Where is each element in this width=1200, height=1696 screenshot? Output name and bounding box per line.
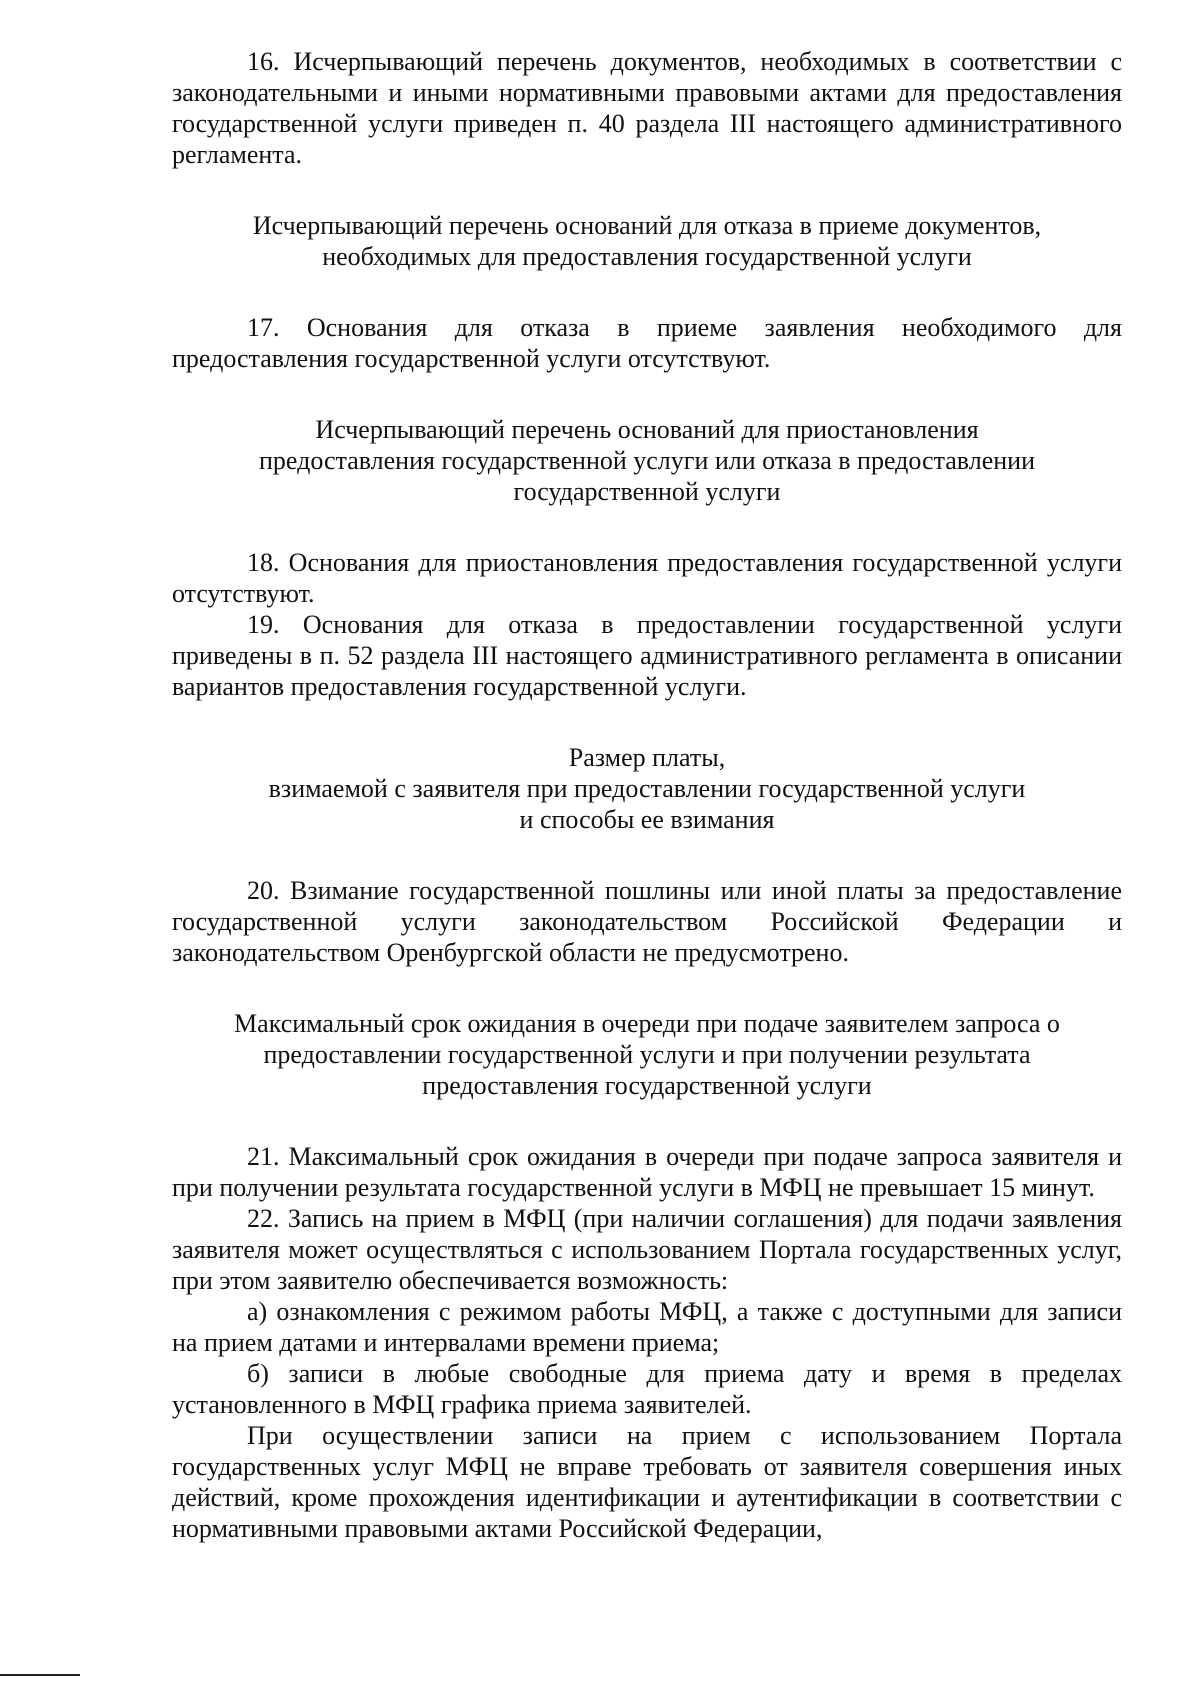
paragraph-22: 22. Запись на прием в МФЦ (при наличии соглашения) для подачи заявления заявителя может осуществляться с использованием Портала государственных услуг, при этом заявителю обеспечивается возможность: (172, 1204, 1122, 1295)
section-heading-queue: Максимальный срок ожидания в очереди при подаче заявителем запроса о предоставлении государственной услуги и при получении результата предоставления государственной услуги (234, 1009, 1060, 1100)
footnote-separator-line (0, 1674, 80, 1676)
paragraph-20: 20. Взимание государственной пошлины или иной платы за предоставление государственной услуги законодательством Российской Федерации и законодательством Оренбургской области не предусмотрено. (172, 876, 1122, 967)
paragraph-16: 16. Исчерпывающий перечень документов, необходимых в соответствии с законодательными и иными нормативными правовыми актами для предоставления государственной услуги приведен п. 40 раздела III настоящего административного регламента. (172, 47, 1122, 169)
paragraph-22-item-b: б) записи в любые свободные для приема дату и время в пределах установленного в МФЦ графика приема заявителей. (172, 1359, 1122, 1419)
paragraph-17: 17. Основания для отказа в приеме заявления необходимого для предоставления государственной услуги отсутствуют. (172, 313, 1122, 373)
paragraph-18: 18. Основания для приостановления предоставления государственной услуги отсутствуют. (172, 548, 1122, 608)
section-heading-fee-line-3: и способы ее взимания (519, 805, 775, 834)
paragraph-19: 19. Основания для отказа в предоставлении государственной услуги приведены в п. 52 раздела III настоящего административного регламента в описании вариантов предоставления государственной услуги. (172, 610, 1122, 701)
section-heading-suspension: Исчерпывающий перечень оснований для приостановления предоставления государственной услуги или отказа в предоставлении государственной услуги (258, 415, 1035, 506)
document-body (172, 46, 1122, 1544)
paragraph-22-final: При осуществлении записи на прием с использованием Портала государственных услуг МФЦ не вправе требовать от заявителя совершения иных действий, кроме прохождения идентификации и аутентификации в соответствии с нормативными правовыми актами Российской Федерации, (172, 1421, 1122, 1543)
section-heading-fee-line-1: Размер платы, (568, 743, 726, 772)
paragraph-22-item-a: а) ознакомления с режимом работы МФЦ, а также с доступными для записи на прием датами и интервалами времени приема; (172, 1297, 1122, 1357)
section-heading-fee-line-2: взимаемой с заявителя при предоставлении государственной услуги (268, 774, 1026, 803)
paragraph-21: 21. Максимальный срок ожидания в очереди при подаче запроса заявителя и при получении результата государственной услуги в МФЦ не превышает 15 минут. (172, 1142, 1122, 1202)
section-heading-refusal-acceptance: Исчерпывающий перечень оснований для отказа в приеме документов, необходимых для предоставления государственной услуги (252, 211, 1042, 271)
section-heading-fee (172, 742, 1122, 835)
